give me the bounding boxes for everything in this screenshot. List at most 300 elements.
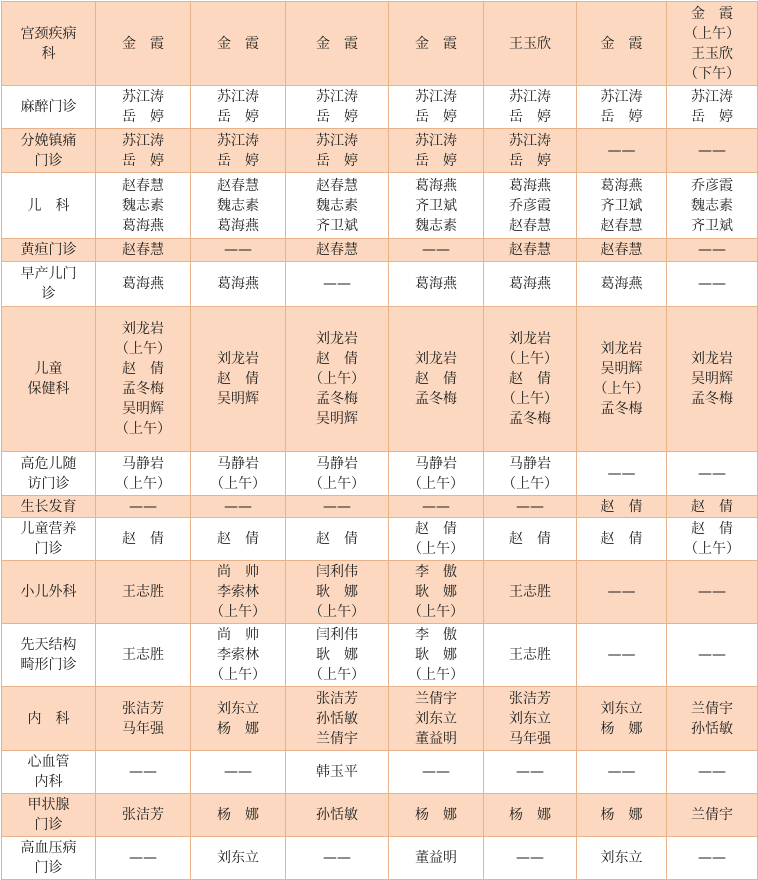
empty-dash: —— [323,276,351,292]
doctor-name: 金 霞 [600,35,643,52]
doctor-name: （上午） [309,604,365,620]
doctor-name: 闫利伟 [316,564,358,580]
department-label: 高血压病 [20,840,77,856]
empty-dash: —— [698,647,726,663]
schedule-cell [191,452,286,496]
schedule-cell [96,452,191,496]
department-cell [2,86,96,129]
empty-dash: —— [607,584,636,600]
department-cell [2,837,96,880]
schedule-cell [484,239,577,262]
schedule-cell [286,307,389,452]
doctor-name: 吴明辉 [217,391,259,407]
doctor-name: 耿 娜 [316,584,358,600]
empty-dash: —— [698,764,726,780]
schedule-cell [191,2,286,86]
doctor-name: 齐卫斌 [316,217,358,234]
doctor-name: 杨 娜 [217,720,259,737]
doctor-name: 魏志素 [122,197,164,214]
doctor-name: 苏江涛 [122,89,164,105]
doctor-name: 金 霞 [691,5,733,22]
doctor-name: 杨 娜 [600,720,643,737]
empty-dash: —— [422,764,450,780]
schedule-cell [286,561,389,624]
schedule-cell [286,2,389,86]
doctor-name: 魏志素 [217,197,259,214]
schedule-cell [96,2,191,86]
department-label: 内科 [34,774,63,790]
schedule-cell [286,794,389,837]
schedule-cell [667,751,758,794]
schedule-cell [389,624,484,687]
department-cell [2,751,96,794]
doctor-name: 苏江涛 [509,132,551,149]
doctor-name: 杨 娜 [509,807,551,823]
schedule-row [2,452,758,496]
doctor-name: 刘东立 [600,850,643,866]
schedule-cell [389,751,484,794]
schedule-cell [191,624,286,687]
doctor-name: 马静岩 [217,455,259,472]
schedule-cell [577,262,667,307]
doctor-name: 马静岩 [509,455,551,472]
doctor-name: 葛海燕 [217,276,259,292]
schedule-cell [96,86,191,129]
doctor-name: 魏志素 [691,197,733,214]
empty-dash: —— [323,850,351,866]
department-label: 诊 [41,286,56,302]
schedule-cell [484,496,577,518]
schedule-cell [667,129,758,173]
schedule-cell [667,496,758,518]
doctor-name: 岳 婷 [600,109,643,125]
schedule-cell [667,173,758,239]
schedule-cell [286,751,389,794]
schedule-cell [484,262,577,307]
department-label: 门诊 [34,152,63,169]
doctor-name: 董益明 [415,730,457,747]
schedule-cell [389,239,484,262]
doctor-name: 刘龙岩 [691,351,733,367]
department-label: 门诊 [34,817,63,833]
doctor-name: 吴明辉 [316,411,358,427]
schedule-cell [577,129,667,173]
doctor-name: 赵春慧 [316,177,358,194]
doctor-name: 兰倩宇 [691,700,733,717]
schedule-cell [389,452,484,496]
doctor-name: 赵 倩 [600,531,643,547]
schedule-cell [667,561,758,624]
schedule-cell [577,496,667,518]
schedule-cell [191,751,286,794]
schedule-cell [484,837,577,880]
doctor-name: 乔彦霞 [509,197,551,214]
schedule-cell [96,687,191,751]
doctor-name: 刘龙岩 [509,331,551,347]
doctor-name: （上午） [115,475,171,492]
schedule-cell [577,86,667,129]
schedule-row [2,687,758,751]
doctor-name: 赵 倩 [509,371,551,387]
empty-dash: —— [698,276,726,292]
doctor-name: （上午） [309,371,365,387]
empty-dash: —— [323,498,351,515]
schedule-cell [667,794,758,837]
department-label: 内 科 [27,710,70,727]
doctor-name: 葛海燕 [415,177,457,194]
schedule-cell [667,687,758,751]
schedule-cell [484,86,577,129]
empty-dash: —— [607,142,636,159]
doctor-name: 岳 婷 [509,152,551,169]
schedule-cell [484,561,577,624]
doctor-name: （上午） [502,475,558,492]
schedule-cell [191,518,286,561]
doctor-name: 王玉欣 [691,45,733,62]
schedule-row [2,837,758,880]
schedule-cell [191,262,286,307]
schedule-cell [96,751,191,794]
doctor-name: 赵 倩 [509,531,551,547]
schedule-cell [286,262,389,307]
department-label: 小儿外科 [20,584,77,600]
schedule-cell [96,307,191,452]
doctor-name: 赵 倩 [691,498,733,515]
doctor-name: （上午） [210,604,266,620]
doctor-name: 赵 倩 [217,371,259,387]
doctor-name: 岳 婷 [415,152,457,169]
doctor-name: 刘龙岩 [600,341,643,357]
schedule-row [2,561,758,624]
doctor-name: 吴明辉 [691,371,733,387]
schedule-cell [667,518,758,561]
doctor-name: 岳 婷 [122,109,164,125]
doctor-name: 马静岩 [316,455,358,472]
schedule-cell [191,794,286,837]
schedule-row [2,2,758,86]
doctor-name: 岳 婷 [415,109,457,125]
doctor-name: （下午） [684,65,740,82]
schedule-row [2,239,758,262]
schedule-cell [389,794,484,837]
schedule-cell [286,624,389,687]
department-label: 科 [41,45,56,62]
doctor-name: 岳 婷 [122,152,164,169]
doctor-name: 刘东立 [415,710,457,727]
doctor-name: 耿 娜 [316,647,358,663]
doctor-name: 孟冬梅 [509,411,551,427]
schedule-cell [667,86,758,129]
schedule-row [2,129,758,173]
doctor-name: 马年强 [122,720,164,737]
schedule-cell [96,837,191,880]
schedule-cell [96,561,191,624]
department-label: 早产儿门 [20,266,77,282]
doctor-name: 金 霞 [217,35,259,52]
doctor-name: 孟冬梅 [122,381,164,397]
doctor-name: 李 傲 [415,564,457,580]
doctor-name: 葛海燕 [600,276,643,292]
doctor-name: 吴明辉 [600,361,643,377]
schedule-cell [389,262,484,307]
doctor-name: （上午） [593,381,650,397]
doctor-name: 苏江涛 [217,89,259,105]
doctor-name: 李索林 [217,584,259,600]
doctor-name: 金 霞 [415,35,457,52]
schedule-cell [484,794,577,837]
department-label: 保健科 [27,381,70,397]
doctor-name: 赵 倩 [316,531,358,547]
doctor-name: 苏江涛 [122,132,164,149]
empty-dash: —— [607,647,636,663]
department-cell [2,173,96,239]
schedule-cell [389,561,484,624]
doctor-name: 葛海燕 [122,217,164,234]
doctor-name: 刘东立 [217,850,259,866]
schedule-cell [577,452,667,496]
schedule-cell [389,2,484,86]
empty-dash: —— [698,850,726,866]
doctor-name: 葛海燕 [509,177,551,194]
doctor-name: 赵 倩 [600,498,643,515]
department-label: 门诊 [34,860,63,876]
doctor-name: （上午） [502,391,558,407]
schedule-cell [577,239,667,262]
doctor-name: 金 霞 [316,35,358,52]
doctor-name: （上午） [115,421,171,437]
schedule-cell [286,86,389,129]
doctor-name: 王志胜 [122,647,164,663]
doctor-name: 董益明 [415,850,457,866]
schedule-cell [286,518,389,561]
schedule-cell [191,173,286,239]
doctor-name: 苏江涛 [217,132,259,149]
doctor-name: 葛海燕 [509,276,551,292]
department-label: 黄疸门诊 [20,242,77,258]
empty-dash: —— [607,465,636,482]
doctor-name: 耿 娜 [415,647,457,663]
doctor-name: 齐卫斌 [691,217,733,234]
department-cell [2,687,96,751]
doctor-name: 苏江涛 [415,132,457,149]
empty-dash: —— [224,242,252,258]
schedule-row [2,307,758,452]
schedule-cell [667,239,758,262]
doctor-name: 孙恬敏 [691,720,733,737]
doctor-name: 王玉欣 [509,35,551,52]
schedule-body [2,2,758,880]
doctor-name: 魏志素 [415,217,457,234]
schedule-cell [286,837,389,880]
doctor-name: 岳 婷 [691,109,733,125]
department-label: 儿童营养 [20,521,77,537]
schedule-cell [389,86,484,129]
schedule-cell [96,262,191,307]
doctor-name: 刘龙岩 [217,351,259,367]
doctor-name: 尚 帅 [217,564,259,580]
schedule-row [2,624,758,687]
doctor-name: 马静岩 [122,455,164,472]
department-label: 甲状腺 [27,797,70,813]
schedule-row [2,518,758,561]
doctor-name: （上午） [408,475,464,492]
department-cell [2,262,96,307]
doctor-name: （上午） [502,351,558,367]
department-label: 分娩镇痛 [20,132,77,149]
schedule-cell [667,452,758,496]
schedule-cell [484,624,577,687]
doctor-name: （上午） [210,475,266,492]
schedule-cell [96,129,191,173]
doctor-name: 赵春慧 [600,242,643,258]
doctor-name: 张洁芳 [122,807,164,823]
empty-dash: —— [607,764,636,780]
doctor-name: 杨 娜 [600,807,643,823]
department-label: 生长发育 [20,498,77,515]
doctor-name: 葛海燕 [122,276,164,292]
empty-dash: —— [516,498,544,515]
schedule-cell [484,518,577,561]
doctor-name: （上午） [309,667,365,683]
doctor-name: 刘龙岩 [316,331,358,347]
doctor-name: 马年强 [509,730,551,747]
empty-dash: —— [224,764,252,780]
schedule-cell [191,496,286,518]
doctor-name: 闫利伟 [316,627,358,643]
doctor-name: （上午） [684,541,740,557]
doctor-name: 岳 婷 [509,109,551,125]
schedule-cell [389,837,484,880]
department-cell [2,452,96,496]
department-label: 儿 科 [27,197,70,214]
schedule-cell [286,496,389,518]
doctor-name: 赵 倩 [691,521,733,537]
doctor-name: 赵 倩 [217,531,259,547]
doctor-name: 葛海燕 [415,276,457,292]
empty-dash: —— [422,242,450,258]
doctor-name: 尚 帅 [217,627,259,643]
empty-dash: —— [698,465,726,482]
doctor-name: 兰倩宇 [415,690,457,707]
doctor-name: 赵 倩 [122,361,164,377]
doctor-name: 刘东立 [600,700,643,717]
schedule-row [2,173,758,239]
department-label: 高危儿随 [20,455,77,472]
schedule-cell [96,239,191,262]
department-label: 访门诊 [27,475,70,492]
doctor-name: 苏江涛 [316,132,358,149]
doctor-name: 耿 娜 [415,584,457,600]
doctor-name: 孙恬敏 [316,710,358,727]
doctor-name: 赵春慧 [509,217,551,234]
doctor-name: 赵春慧 [217,177,259,194]
schedule-row [2,751,758,794]
schedule-cell [389,518,484,561]
schedule-cell [577,751,667,794]
schedule-cell [577,794,667,837]
schedule-cell [484,129,577,173]
schedule-cell [286,173,389,239]
department-cell [2,794,96,837]
doctor-name: 苏江涛 [316,89,358,105]
department-cell [2,2,96,86]
doctor-name: 金 霞 [122,35,164,52]
doctor-name: 王志胜 [509,647,551,663]
schedule-cell [389,173,484,239]
doctor-name: （上午） [408,604,464,620]
doctor-name: 齐卫斌 [600,197,643,214]
doctor-name: 葛海燕 [600,177,643,194]
doctor-name: 张洁芳 [316,690,358,707]
schedule-cell [667,2,758,86]
schedule-cell [191,86,286,129]
schedule-cell [96,518,191,561]
empty-dash: —— [224,498,252,515]
empty-dash: —— [516,764,544,780]
schedule-cell [484,452,577,496]
schedule-cell [577,837,667,880]
schedule-cell [191,837,286,880]
schedule-cell [484,687,577,751]
department-cell [2,496,96,518]
schedule-row [2,794,758,837]
doctor-name: 韩玉平 [316,764,358,780]
schedule-cell [286,687,389,751]
doctor-name: 刘东立 [217,700,259,717]
doctor-name: 杨 娜 [415,807,457,823]
empty-dash: —— [698,242,726,258]
doctor-name: 李 傲 [415,627,457,643]
schedule-cell [667,262,758,307]
doctor-name: 岳 婷 [217,152,259,169]
schedule-cell [96,496,191,518]
doctor-name: 齐卫斌 [415,197,457,214]
schedule-cell [484,173,577,239]
schedule-cell [389,307,484,452]
empty-dash: —— [129,764,157,780]
schedule-cell [577,518,667,561]
doctor-name: 乔彦霞 [691,177,733,194]
doctor-name: 马静岩 [415,455,457,472]
empty-dash: —— [129,850,157,866]
department-cell [2,129,96,173]
schedule-cell [191,239,286,262]
schedule-row [2,86,758,129]
empty-dash: —— [129,498,157,515]
doctor-name: 岳 婷 [316,109,358,125]
doctor-name: 赵春慧 [509,242,551,258]
department-label: 麻醉门诊 [20,99,77,115]
department-label: 宫颈疾病 [20,25,77,42]
doctor-name: （上午） [115,341,171,357]
doctor-name: 苏江涛 [415,89,457,105]
schedule-row [2,262,758,307]
doctor-name: 孟冬梅 [415,391,457,407]
doctor-name: 王志胜 [509,584,551,600]
doctor-name: （上午） [210,667,266,683]
schedule-cell [484,307,577,452]
schedule-cell [96,624,191,687]
schedule-cell [577,687,667,751]
doctor-name: 孙恬敏 [316,807,358,823]
doctor-name: 葛海燕 [217,217,259,234]
doctor-name: （上午） [408,541,464,557]
department-cell [2,307,96,452]
schedule-cell [577,307,667,452]
doctor-name: （上午） [408,667,464,683]
schedule-cell [577,2,667,86]
doctor-name: 张洁芳 [509,690,551,707]
